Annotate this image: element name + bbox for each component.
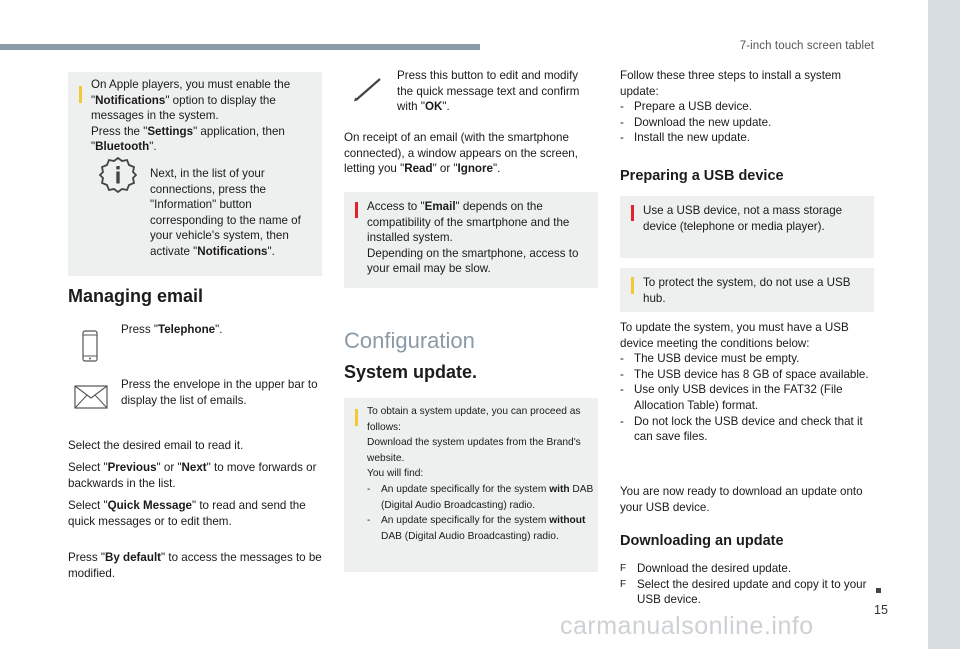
list-item: - Prepare a USB device. bbox=[620, 99, 874, 115]
by-default-text: Press "By default" to access the messages to be modified. bbox=[68, 551, 322, 580]
pencil-icon bbox=[352, 76, 384, 102]
page-marker bbox=[876, 588, 881, 593]
select-email-text: Select the desired email to read it. bbox=[68, 439, 244, 452]
system-update-info-box bbox=[344, 398, 598, 572]
phone-icon bbox=[80, 330, 100, 362]
downloading-heading: Downloading an update bbox=[620, 533, 784, 549]
list-item: F Select the desired update and copy it to your USB device. bbox=[620, 577, 867, 607]
ready-text: You are now ready to download an update onto your USB device. bbox=[620, 485, 863, 514]
envelope-text: Press the envelope in the upper bar to display the list of emails. bbox=[121, 378, 318, 407]
list-item: - Install the new update. bbox=[620, 130, 874, 146]
usb-hub-info-box bbox=[620, 268, 874, 312]
email-warning-text: Access to "Email" depends on the compatibility of the smartphone and the installed system. Depending on the smartphone, access to your email may be slow. bbox=[367, 200, 579, 276]
system-update-heading: System update. bbox=[344, 362, 478, 382]
info-settings-icon bbox=[99, 156, 137, 194]
press-telephone-text: Press "Telephone". bbox=[121, 323, 223, 336]
step-bullet-icon: F bbox=[620, 578, 627, 590]
pencil-text: Press this button to edit and modify the quick message text and confirm with "OK". bbox=[397, 69, 580, 114]
watermark: carmanualsonline.info bbox=[560, 612, 814, 640]
managing-email-heading: Managing email bbox=[68, 286, 204, 306]
warning-marker bbox=[631, 205, 634, 221]
list-item: - An update specifically for the system without DAB (Digital Audio Broadcasting) radio. bbox=[367, 513, 595, 544]
install-steps: Follow these three steps to install a system update: - Prepare a USB device. - Download the new update. - Install the new update. bbox=[620, 68, 874, 146]
quick-message-text: Select "Quick Message" to read and send the quick messages or to edit them. bbox=[68, 499, 306, 528]
next-connections-text: Next, in the list of your connections, press the "Information" button corresponding to the name of your vehicle's system, then activate "Notifications". bbox=[150, 167, 301, 258]
page-number: 15 bbox=[874, 603, 888, 617]
list-item: - Do not lock the USB device and check that it can save files. bbox=[620, 414, 874, 445]
usb-warning-box bbox=[620, 196, 874, 258]
receipt-text: On receipt of an email (with the smartphone connected), a window appears on the screen, letting you "Read" or "Ignore". bbox=[344, 131, 578, 176]
usb-hub-text: To protect the system, do not use a USB hub. bbox=[643, 276, 851, 305]
warning-marker bbox=[355, 202, 358, 218]
list-item: - The USB device has 8 GB of space available. bbox=[620, 367, 874, 383]
email-warning-box bbox=[344, 192, 598, 288]
configuration-title: Configuration bbox=[344, 328, 475, 353]
running-title: 7-inch touch screen tablet bbox=[739, 40, 874, 52]
download-steps bbox=[620, 561, 874, 608]
step-bullet-icon: F bbox=[620, 563, 627, 574]
page-edge-tab bbox=[928, 0, 960, 649]
info-marker bbox=[631, 277, 634, 294]
list-item: - The USB device must be empty. bbox=[620, 351, 874, 367]
system-update-text: To obtain a system update, you can proceed as follows: Download the system updates from the Brand's website. You will find: - An update specifically for the system with DAB (Digital Audio Broadcasting) radio. - An update specifically for the system without DAB (Digital Audio Broadcasting) radio. bbox=[367, 404, 595, 544]
apple-text: On Apple players, you must enable the "Notifications" option to display the messages in the system. Press the "Settings" application, then "Bluetooth". bbox=[91, 78, 291, 154]
apple-notifications-box bbox=[68, 72, 322, 276]
usb-conditions: To update the system, you must have a USB device meeting the conditions below: - The USB device must be empty. - The USB device has 8 GB of space available. - Use only USB devices in the FAT32 (File Allocation Table) format. - Do not lock the USB device and check that it can save files. bbox=[620, 320, 874, 445]
list-item: - Download the new update. bbox=[620, 115, 874, 131]
header-accent-bar bbox=[0, 44, 480, 50]
info-marker bbox=[355, 409, 358, 426]
preparing-usb-heading: Preparing a USB device bbox=[620, 168, 784, 184]
list-item: - Use only USB devices in the FAT32 (File Allocation Table) format. bbox=[620, 382, 874, 413]
info-marker bbox=[79, 86, 82, 103]
select-previous-next-text: Select "Previous" or "Next" to move forwards or backwards in the list. bbox=[68, 461, 317, 490]
list-item: F Download the desired update. bbox=[620, 562, 792, 575]
usb-warning-text: Use a USB device, not a mass storage device (telephone or media player). bbox=[643, 204, 843, 233]
envelope-icon bbox=[74, 385, 108, 409]
list-item: - An update specifically for the system with DAB (Digital Audio Broadcasting) radio. bbox=[367, 482, 595, 513]
